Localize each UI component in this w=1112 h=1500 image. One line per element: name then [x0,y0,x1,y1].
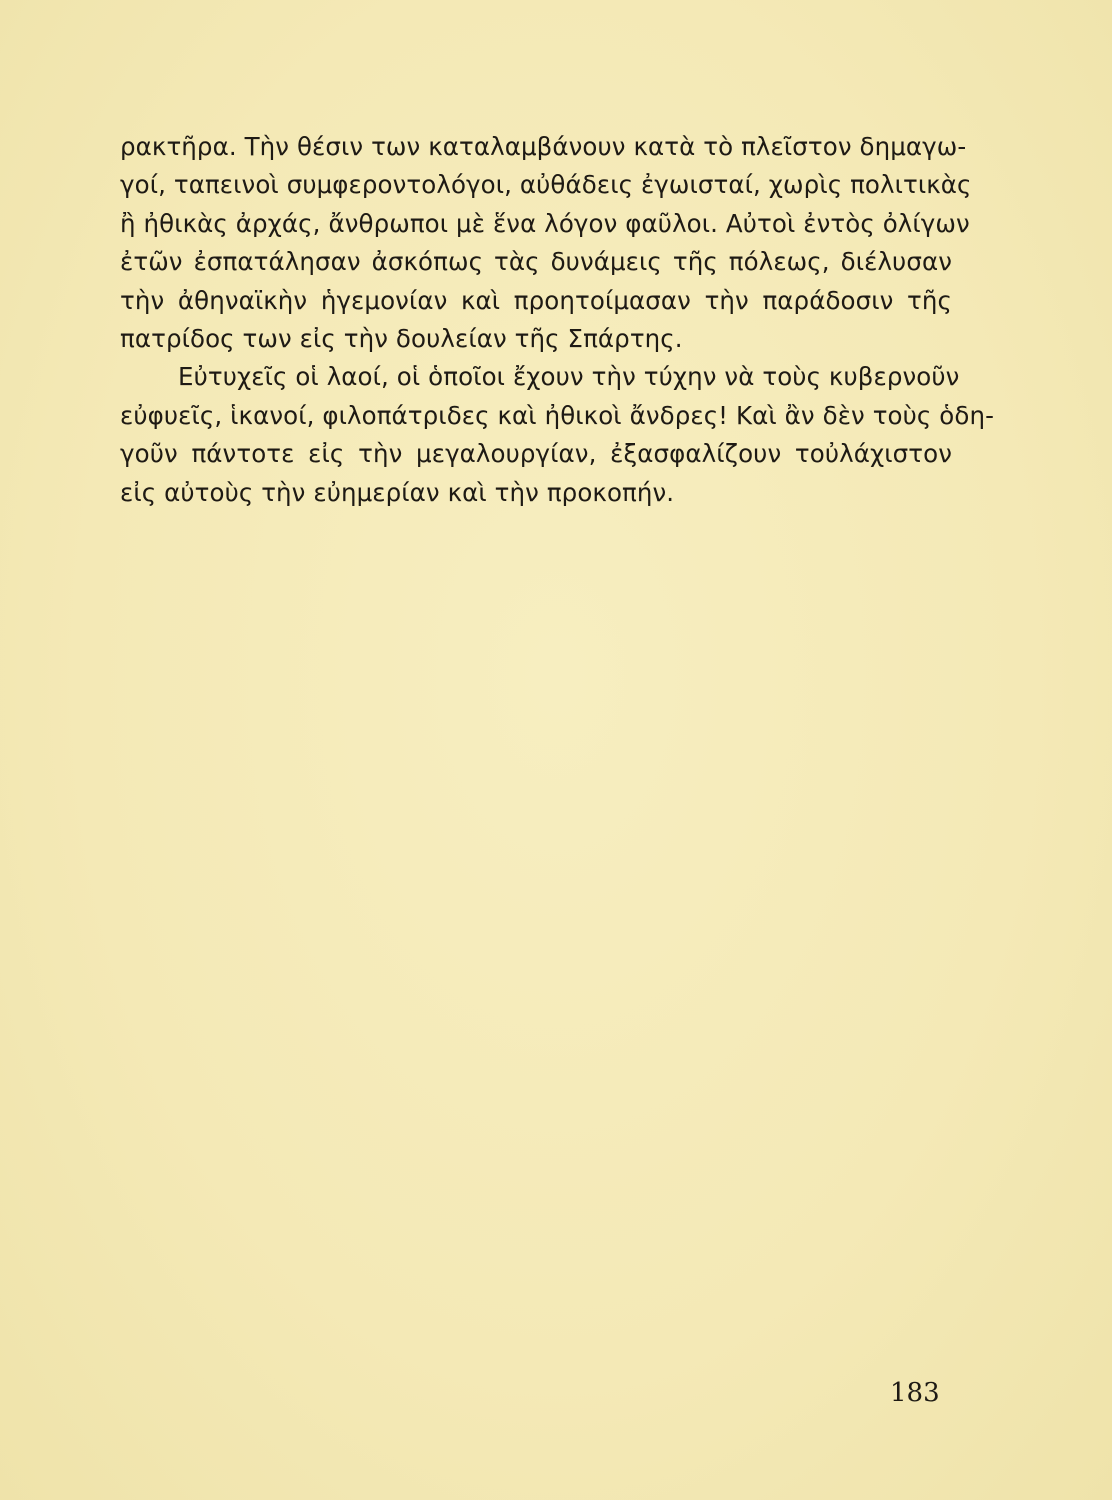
text-line: τὴν ἀθηναϊκὴν ἡγεμονίαν καὶ προητοίμασαν τὴν παράδοσιν τῆς [120,285,952,315]
text-line: ἢ ἠθικὰς ἀρχάς, ἄνθρωποι μὲ ἕνα λόγον φαῦλοι. Αὐτοὶ ἐντὸς ὀλίγων [120,208,970,238]
body-text [120,128,995,512]
text-line: Εὐτυχεῖς οἱ λαοί, οἱ ὁποῖοι ἔχουν τὴν τύχην νὰ τοὺς κυβερνοῦν [178,362,960,392]
text-line: ἐτῶν ἐσπατάλησαν ἀσκόπως τὰς δυνάμεις τῆς πόλεως, διέλυσαν [120,247,952,277]
text-line: γοῦν πάντοτε εἰς τὴν μεγαλουργίαν, ἐξασφαλίζουν τοὐλάχιστον [120,439,952,469]
paragraph-2 [120,358,995,512]
text-line: ρακτῆρα. Τὴν θέσιν των καταλαμβάνουν κατὰ τὸ πλεῖστον δημαγω- [120,132,967,161]
text-line: εὐφυεῖς, ἱκανοί, φιλοπάτριδες καὶ ἠθικοὶ ἄνδρες! Καὶ ἂν δὲν τοὺς ὁδη- [120,400,995,430]
page-number: 183 [890,1378,940,1408]
paragraph-1 [120,128,972,358]
text-line: γοί, ταπεινοὶ συμφεροντολόγοι, αὐθάδεις ἐγωισταί, χωρὶς πολιτικὰς [120,170,972,200]
text-line: εἰς αὐτοὺς τὴν εὐημερίαν καὶ τὴν προκοπήν. [120,477,675,507]
text-line: πατρίδος των εἰς τὴν δουλείαν τῆς Σπάρτης. [120,324,683,354]
